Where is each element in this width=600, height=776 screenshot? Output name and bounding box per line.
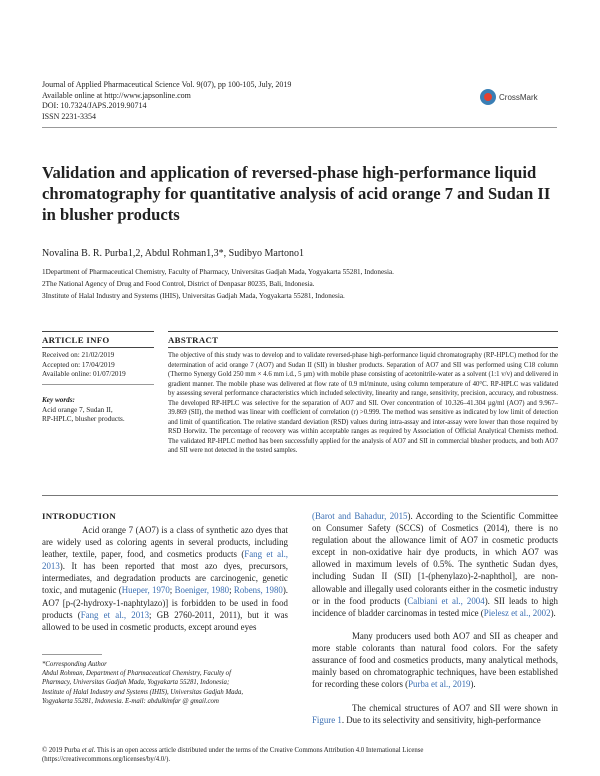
issn: ISSN 2231-3354: [42, 111, 97, 121]
intro-heading: INTRODUCTION: [42, 511, 116, 521]
author-list: [42, 248, 304, 259]
header-divider: [42, 127, 557, 128]
abstract-rule-top: [168, 331, 558, 332]
citation-link[interactable]: Hueper, 1970: [121, 585, 170, 596]
intro-text: ). According to the Scientific Committee on Consumer Safety (SCCS) of Cosmetics (2014), there is no regulation about the allowance limit of AO7 in cosmetic products except in non-oxidative hair dye products, in which AO7 was allowed in maximum levels of 0.5%. The synthetic Sudan dyes, including Sudan II (SII) [1-(phenylazo)-2-naphthol], are non-allowable and illegally used colorants either in the cosmetic industry or in the food products (: [312, 511, 558, 606]
online-date: Available online: 01/07/2019: [42, 370, 126, 378]
intro-text: ; GB 2760-2011, 2011), but it was allowed to be used in cosmetic products, except around eyes: [42, 609, 288, 632]
received-date: Received on: 21/02/2019: [42, 351, 115, 359]
abstract-bottom-rule: [42, 495, 558, 496]
crossmark-icon: [480, 89, 496, 105]
footnote-label: *Corresponding Author: [42, 661, 107, 668]
intro-text: The chemical structures of AO7 and SII were shown in: [352, 703, 558, 713]
abstract-text: The objective of this study was to develop and to validate reversed-phase high-performance liquid chromatography (RP-HPLC) method for the determination of acid orange 7 (AO7) and Sudan II (SII) in blusher products. Separation of AO7 and SII was performed using C18 column (Thermo Synergy Gold 250 mm × 4.6 mm i.d., 5 µm) with mobile phase consisting of acetonitrile-water as a solvent (1:1 v/v) and delivered in gradient manner. The mobile phase was delivered at flow rate of 0.9 ml/minute, using column temperature of 40°C. RP-HPLC was validated by assessing several performance characteristics which included selectivity, linearity and range, sensitivity, precision, accuracy, and robustness. The developed RP-HPLC was selective for the separation of AO7 and SII. Over concentration of 10.326–41.304 µg/ml (AO7) and 9.967–39.869 (SII), the method was linear with coefficient of correlation (r) >0.999. The method was sensitive as indicated by low limit of detection and limit of quantification. The relative standard deviation (RSD) values during intra-assay and inter-assay were lower than those required by RSD Horwitz. The percentage of recovery was within acceptable ranges as required by Association of Official Analytical Chemists method. The validated RP-HPLC method has been successfully applied for the analysis of AO7 and SII in commercial blusher products, and both AO7 and SII were not detected in the tested samples.: [168, 352, 558, 454]
article-info-rule-top: [42, 331, 154, 332]
corresponding-author: [42, 660, 288, 706]
intro-text: ). SII leads to high incidence of bladder carcinomas in tested mice (: [312, 595, 558, 618]
crossmark-label: CrossMark: [499, 92, 538, 102]
citation-link[interactable]: Fang et al., 2013: [80, 609, 150, 620]
citation-link[interactable]: Pielesz et al., 2002: [483, 607, 551, 618]
intro-text: . Due to its selectivity and sensitivity, high-performance: [341, 715, 541, 726]
intro-text: ).: [550, 607, 556, 618]
license-footer: [42, 746, 562, 765]
article-info-rule: [42, 347, 154, 348]
intro-paragraph-1: [42, 524, 288, 633]
footnote-line-3: Institute of Halal Industry and Systems (IHIS), Universitas Gadjah Mada,: [42, 688, 244, 696]
intro-paragraph-2: [312, 510, 558, 619]
abstract-heading: ABSTRACT: [168, 335, 219, 345]
abstract-rule: [168, 347, 558, 348]
accepted-date: Accepted on: 17/04/2019: [42, 360, 115, 369]
intro-paragraph-3: [312, 630, 558, 690]
footnote-rule: [42, 654, 102, 655]
affiliation-1: 1Department of Pharmaceutical Chemistry, Faculty of Pharmacy, Universitas Gadjah Mada, Yogyakarta 55281, Indonesia.: [42, 268, 394, 276]
doi[interactable]: DOI: 10.7324/JAPS.2019.90714: [42, 101, 147, 110]
author-list-text: Novalina B. R. Purba1,2, Abdul Rohman1,3*, Sudibyo Martono1: [42, 248, 304, 259]
intro-text: Many producers used both AO7 and SII as cheaper and more stable colorants than natural food colors. For the safety assurance of food and cosmetics products, many analytical methods, mainly based on chromatographic techniques, have been established for recording these colors (: [312, 631, 558, 690]
citation-link[interactable]: (Barot and Bahadur, 2015: [312, 511, 408, 521]
affiliation-3: 3Institute of Halal Industry and Systems (IHIS), Universitas Gadjah Mada, Yogyakarta 55281, Indonesia.: [42, 292, 345, 300]
intro-paragraph-4: [312, 702, 558, 726]
footnote-line-4: Yogyakarta 55281, Indonesia. E-mail: abdulkimfar @ gmail.com: [42, 697, 219, 705]
citation-link[interactable]: Purba et al., 2019: [408, 679, 471, 690]
crossmark-badge[interactable]: [480, 89, 538, 105]
article-info-heading: ARTICLE INFO: [42, 335, 110, 345]
footer-text: . This is an open access article distributed under the terms of the Creative Commons Attribution 4.0 International License: [93, 747, 424, 754]
keywords-label: Key words:: [42, 396, 75, 404]
keywords-line-2: RP-HPLC, blusher products.: [42, 415, 125, 423]
intro-text: Acid orange 7 (AO7) is a class of synthetic azo dyes that are widely used as coloring agents in several products, including leather, textile, paper, food, and cosmetics products (: [42, 525, 288, 560]
footnote-line-1: Abdul Rohman, Department of Pharmaceutical Chemistry, Faculty of: [42, 670, 231, 678]
intro-text: ).: [470, 679, 476, 690]
keywords-line-1: Acid orange 7, Sudan II,: [42, 405, 113, 414]
journal-url[interactable]: Available online at http://www.japsonline.com: [42, 90, 191, 100]
figure-link[interactable]: Figure 1: [312, 715, 342, 726]
article-title: Validation and application of reversed-phase high-performance liquid chromatography for quantitative analysis of acid orange 7 and Sudan II in blusher products: [42, 163, 551, 224]
citation-link[interactable]: Calbiani et al., 2004: [407, 595, 485, 606]
intro-text: ). AO7 [p-(2-hydroxy-1-naphtylazo)] is forbidden to be used in food products (: [42, 585, 289, 620]
affiliation-2: 2The National Agency of Drug and Food Control, District of Denpasar 80235, Bali, Indonesia.: [42, 280, 315, 288]
citation-link[interactable]: Boeniger, 1980: [174, 585, 230, 596]
journal-meta: [42, 80, 291, 122]
article-dates: [42, 351, 126, 380]
keywords-rule: [42, 384, 154, 385]
footer-text: et al: [81, 747, 94, 754]
citation-link[interactable]: Fang et al., 2013: [42, 549, 289, 572]
license-link[interactable]: (https://creativecommons.org/licenses/by/4.0/).: [42, 756, 171, 764]
intro-text: ). It has been reported that most azo dyes, precursors, intermediates, and degradation products are carcinogenic, genetic toxic, and mutagenic (: [42, 561, 288, 596]
keywords-block: [42, 396, 125, 425]
citation-link[interactable]: Robens, 1980: [233, 585, 283, 596]
intro-text: ;: [169, 585, 175, 596]
footnote-line-2: Pharmacy, Universitas Gadjah Mada, Yogyakarta 55281, Indonesia;: [42, 679, 230, 687]
intro-text: ;: [229, 585, 234, 596]
journal-citation: Journal of Applied Pharmaceutical Science Vol. 9(07), pp 100-105, July, 2019: [42, 80, 292, 89]
footer-text: © 2019 Purba: [42, 747, 82, 754]
